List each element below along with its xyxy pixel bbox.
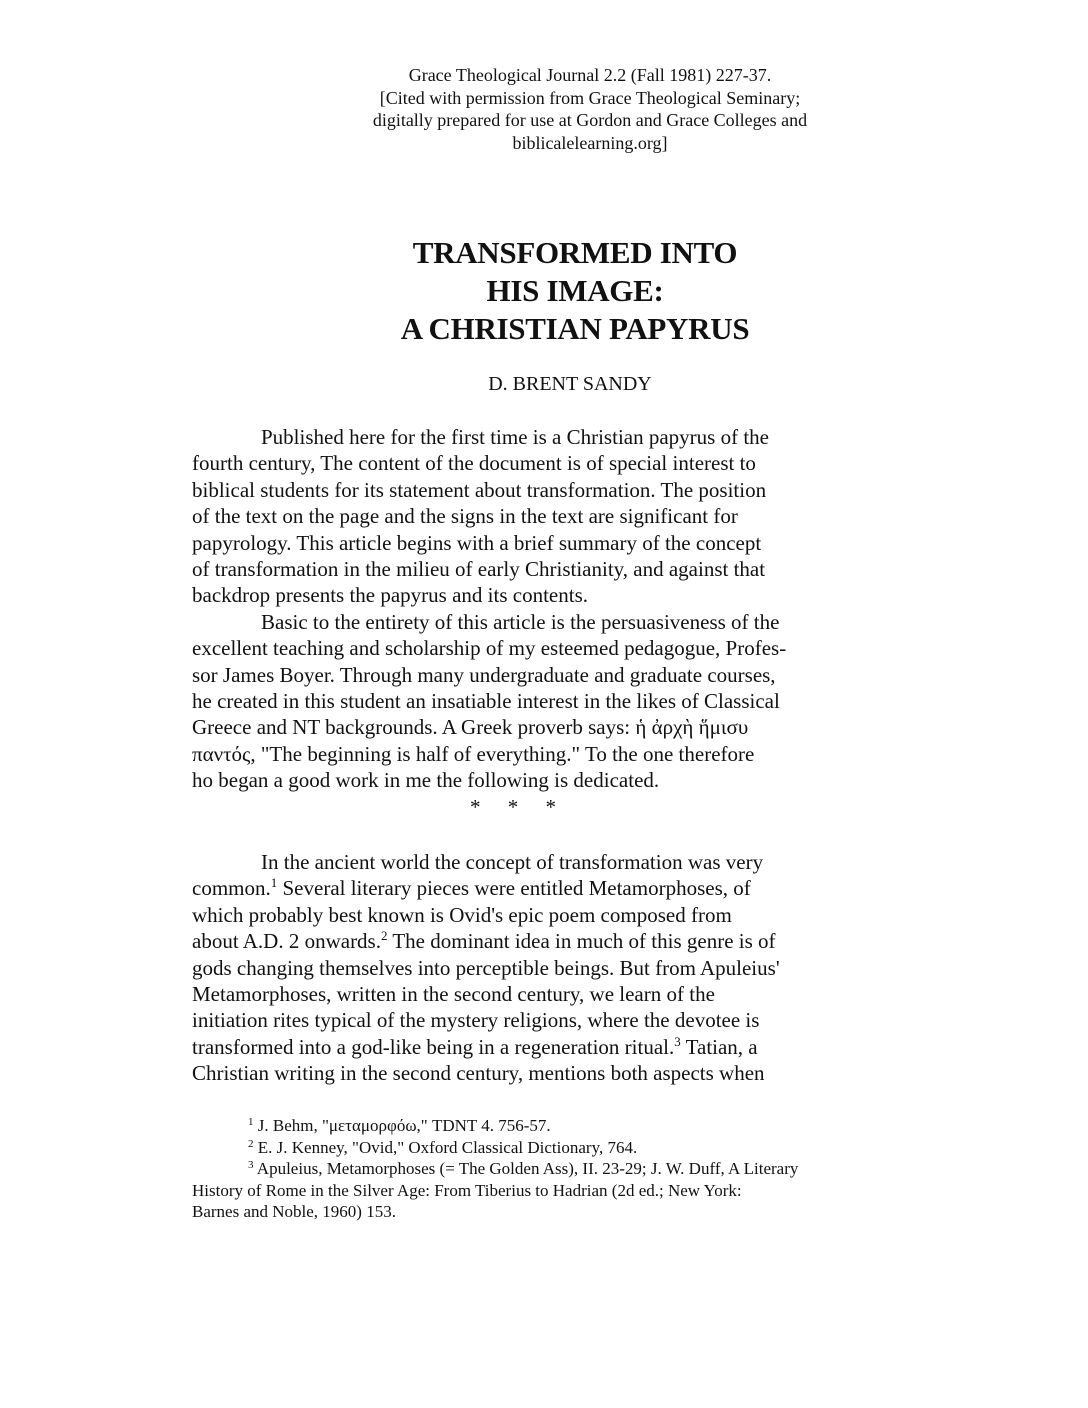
footnote-2 bbox=[192, 1137, 912, 1159]
citation-line-1: Grace Theological Journal 2.2 (Fall 1981) 227-37. bbox=[408, 65, 772, 85]
main-section bbox=[192, 849, 852, 1087]
author-name: D. BRENT SANDY bbox=[488, 373, 652, 395]
footnotes bbox=[192, 1115, 912, 1223]
footnote-3-continued: History of Rome in the Silver Age: From Tiberius to Hadrian (2d ed.; New York: bbox=[192, 1180, 742, 1200]
text-line: ho began a good work in me the following is dedicated. bbox=[192, 768, 660, 793]
text-line: gods changing themselves into perceptible beings. But from Apuleius' bbox=[192, 955, 780, 980]
text-line: he created in this student an insatiable interest in the likes of Classical bbox=[192, 689, 780, 714]
text-fragment: about A.D. 2 onwards. bbox=[192, 929, 381, 954]
footnote-number: 1 bbox=[248, 1116, 254, 1128]
text-line: Metamorphoses, written in the second century, we learn of the bbox=[192, 982, 715, 1007]
text-line: sor James Boyer. Through many undergraduate and graduate courses, bbox=[192, 662, 776, 687]
text-line: Published here for the first time is a Christian papyrus of the bbox=[261, 425, 769, 449]
text-line: fourth century, The content of the document is of special interest to bbox=[192, 451, 756, 476]
footnote-1 bbox=[192, 1115, 912, 1137]
text-line: which probably best known is Ovid's epic poem composed from bbox=[192, 902, 732, 927]
intro-paragraph-1 bbox=[192, 424, 852, 609]
text-fragment: common. bbox=[192, 876, 271, 901]
footnote-ref-1[interactable]: 1 bbox=[270, 875, 278, 891]
text-line: of transformation in the milieu of early Christianity, and against that bbox=[192, 557, 766, 582]
footnote-3-continued: Barnes and Noble, 1960) 153. bbox=[192, 1202, 396, 1221]
section-separator: * * * bbox=[470, 794, 556, 819]
text-line: papyrology. This article begins with a brief summary of the concept bbox=[192, 530, 762, 555]
text-line: παντός, "The beginning is half of everything." To the one therefore bbox=[192, 741, 755, 766]
footnote-number: 3 bbox=[248, 1159, 254, 1171]
footnote-number: 2 bbox=[248, 1137, 254, 1150]
title-line-3: A CHRISTIAN PAPYRUS bbox=[400, 311, 750, 346]
text-line bbox=[192, 928, 852, 954]
text-line bbox=[192, 875, 852, 901]
footnote-ref-3[interactable]: 3 bbox=[674, 1033, 681, 1049]
citation-line-3: digitally prepared for use at Gordon and Grace Colleges and bbox=[372, 110, 808, 130]
title-line-1: TRANSFORMED INTO bbox=[412, 235, 738, 270]
text-line: Greece and NT backgrounds. A Greek proverb says: ἡ ἀρχὴ ἥμισυ bbox=[192, 715, 749, 740]
footnote-3 bbox=[192, 1158, 912, 1180]
text-fragment: Several literary pieces were entitled Metamorphoses, of bbox=[277, 876, 751, 901]
title-line-2: HIS IMAGE: bbox=[486, 273, 664, 308]
article-title bbox=[300, 234, 850, 348]
footnote-text: Apuleius, Metamorphoses (= The Golden Ass), II. 23-29; J. W. Duff, A Literary bbox=[253, 1159, 799, 1178]
text-line: initiation rites typical of the mystery religions, where the devotee is bbox=[192, 1008, 760, 1033]
text-line: excellent teaching and scholarship of my esteemed pedagogue, Profes- bbox=[192, 636, 787, 661]
intro-paragraph-2 bbox=[192, 609, 852, 794]
main-paragraph bbox=[192, 849, 852, 1087]
text-line: Christian writing in the second century, mentions both aspects when bbox=[192, 1061, 765, 1086]
text-fragment: transformed into a god-like being in a regeneration ritual. bbox=[192, 1034, 675, 1059]
footnote-text: E. J. Kenney, "Ovid," Oxford Classical Dictionary, 764. bbox=[253, 1137, 638, 1157]
citation-line-2: [Cited with permission from Grace Theological Seminary; bbox=[379, 87, 801, 108]
text-fragment: The dominant idea in much of this genre is of bbox=[387, 929, 776, 954]
footnote-text: J. Behm, "μεταμορφόω," TDNT 4. 756-57. bbox=[253, 1116, 551, 1135]
text-line: Basic to the entirety of this article is the persuasiveness of the bbox=[261, 609, 780, 634]
text-fragment: Tatian, a bbox=[680, 1034, 758, 1059]
footnote-ref-2[interactable]: 2 bbox=[380, 928, 388, 944]
text-line: biblical students for its statement about transformation. The position bbox=[192, 477, 767, 502]
citation-header bbox=[300, 64, 880, 154]
intro-section bbox=[192, 424, 852, 820]
text-line: In the ancient world the concept of transformation was very bbox=[261, 850, 764, 874]
text-line: of the text on the page and the signs in the text are significant for bbox=[192, 504, 738, 529]
citation-line-4: biblicalelearning.org] bbox=[512, 132, 668, 153]
text-line: backdrop presents the papyrus and its contents. bbox=[192, 583, 588, 608]
text-line bbox=[192, 1034, 852, 1060]
